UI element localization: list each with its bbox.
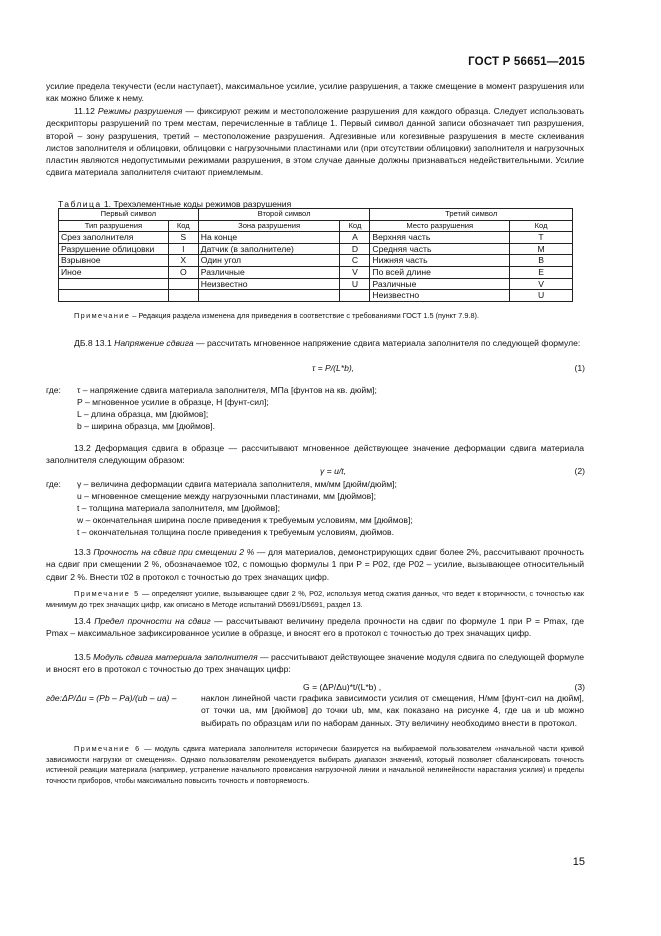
table-cell: M [510, 243, 573, 255]
table-cell: Датчик (в заполнителе) [198, 243, 340, 255]
table-cell: Нижняя часть [370, 255, 510, 267]
where-label: где: [46, 479, 61, 489]
table-sub-header: Код [510, 220, 573, 232]
table-cell [59, 290, 169, 302]
paragraph-13-3 [46, 546, 584, 583]
formula-3: G = (ΔP/Δu)*t/(L*b) , [303, 682, 382, 692]
table-cell: Средняя часть [370, 243, 510, 255]
paragraph-13-4 [46, 615, 584, 640]
table-cell: U [510, 290, 573, 302]
section-text: — рассчитывают действующее значение модуля сдвига по следующей формуле и вносят его в протокол с точностью до трех значащих цифр: [46, 652, 584, 675]
table-cell [168, 278, 198, 290]
formula-2: γ = u/t, [320, 466, 347, 476]
paragraph-13-1 [46, 337, 584, 349]
note-text: — определяют усилие, вызывающее сдвиг 2 %, P02, используя метод сжатия данных, что ведет к вторичности, с точностью как минимум до трех значащих цифр, как описано в Методе испытаний D5691/D5691, раздел 13. [46, 589, 584, 609]
table-cell: Срез заполнителя [59, 232, 169, 244]
where-label: где: [46, 385, 61, 395]
section-title: Напряжение сдвига [114, 338, 194, 348]
table-cell: T [510, 232, 573, 244]
section-number: 13.5 [74, 652, 94, 662]
section-text: Деформация сдвига в образце — рассчитывают мгновенное действующее значение деформации сдвига материала заполнителя следующим образом: [46, 443, 584, 466]
equation-number-3: (3) [574, 682, 585, 692]
where-label: где:ΔP/Δu = (Pb – Pa)/(ub – ua) – [46, 693, 177, 703]
section-title: Режимы разрушения [97, 106, 183, 116]
note-label: Примечание 6 [74, 744, 141, 753]
section-text: — для материалов, демонстрирующих сдвиг более 2%, рассчитывают прочность на сдвиг при смещении 2 %, обозначаемое τ02, с помощью формулы 1 при P = P02, где P02 – усилие, вызывающее относительный сдвиг 2 %. Внести τ02 в протокол с точностью до трех значащих цифр. [46, 547, 584, 582]
table-cell: Один угол [198, 255, 340, 267]
table-cell: Неизвестно [198, 278, 340, 290]
note-label: Примечание [74, 311, 131, 320]
table-cell: Неизвестно [370, 290, 510, 302]
table-caption-text: 1. Трехэлементные коды режимов разрушения [101, 199, 292, 209]
table-cell [340, 290, 370, 302]
page-number: 15 [572, 856, 585, 868]
table-cell: X [168, 255, 198, 267]
section-number: 13.2 [74, 443, 96, 453]
table-group-header: Второй символ [198, 209, 370, 221]
table-cell [59, 278, 169, 290]
table-cell: I [168, 243, 198, 255]
equation-number-2: (2) [574, 466, 585, 476]
table-sub-header-row [59, 220, 573, 232]
definition-item: t – окончательная толщина после приведения к требуемым условиям, дюймов. [77, 527, 395, 537]
note-6 [46, 744, 584, 786]
table-group-header-row [59, 209, 573, 221]
table-cell: E [510, 266, 573, 278]
table-cell: A [340, 232, 370, 244]
table-cell: D [340, 243, 370, 255]
definition-item: γ – величина деформации сдвига материала заполнителя, мм/мм [дюйм/дюйм]; [77, 479, 397, 489]
table-cell: V [510, 278, 573, 290]
note-table [46, 311, 584, 322]
definition-item: τ – напряжение сдвига материала заполнителя, МПа [фунтов на кв. дюйм]; [77, 385, 377, 395]
standard-header: ГОСТ Р 56651—2015 [468, 56, 585, 68]
table-cell: По всей длине [370, 266, 510, 278]
note-text: — модуль сдвига материала заполнителя исторически базируется на выбираемой пользователем «начальной части кривой зависимости нагрузки от смещения». Однако пользователям рекомендуется выбирать диапазон значений, который позволяет сбалансировать точность истинной реакции материала (например, устранение начального провисания нагрузочной линии и начальной нелинейности нарастания усилия) и пределы точности приборов, чтобы максимально повысить точность и повторяемость. [46, 744, 584, 785]
section-title: Предел прочности на сдвиг [94, 616, 211, 626]
table-cell: U [340, 278, 370, 290]
definition-item: t – толщина материала заполнителя, мм [дюймов]; [77, 503, 281, 513]
table-sub-header: Код [340, 220, 370, 232]
table-caption-word: Таблица [58, 199, 102, 209]
equation-number-1: (1) [574, 363, 585, 373]
section-text: — рассчитывают величину предела прочности на сдвиг по формуле 1 при P = Pmax, где Pmax – максимальное зафиксированное усилие в образце, и вносят его в протокол с точностью до трех значащих цифр. [46, 616, 584, 639]
table-row [59, 278, 573, 290]
table-cell: S [168, 232, 198, 244]
section-number: 13.4 [74, 616, 95, 626]
table-sub-header: Код [168, 220, 198, 232]
table-group-header: Первый символ [59, 209, 199, 221]
table-cell: Различные [370, 278, 510, 290]
table-sub-header: Место разрушения [370, 220, 510, 232]
table-cell: B [510, 255, 573, 267]
section-number: 13.3 [74, 547, 94, 557]
paragraph-11-12 [46, 105, 584, 179]
table-cell: Верхняя часть [370, 232, 510, 244]
table-cell: Различные [198, 266, 340, 278]
table-cell: На конце [198, 232, 340, 244]
section-number: 11.12 [74, 106, 98, 116]
note-5 [46, 589, 584, 610]
table-cell [168, 290, 198, 302]
failure-codes-table [58, 208, 573, 302]
definition-item: наклон линейной части графика зависимости усилия от смещения, Н/мм [фунт-сил на дюйм], от точки ua, мм [дюймов] до точки ub, мм, как показано на рисунке 4, где ua и ub можно выбирать по образцам или по наборам данных. Эту величину необходимо внести в протокол. [201, 693, 584, 728]
table-row [59, 266, 573, 278]
table-sub-header: Тип разрушения [59, 220, 169, 232]
table-row [59, 232, 573, 244]
table-row [59, 290, 573, 302]
section-number: ДБ.8 13.1 [74, 338, 115, 348]
table-row [59, 243, 573, 255]
definition-item: b – ширина образца, мм [дюймов]. [77, 421, 215, 431]
note-label: Примечание 5 [74, 589, 140, 598]
section-text: — фиксируют режим и местоположение разрушения для каждого образца. Следует использовать дескрипторы разрушений по трем местам, перечисленные в таблице 1. Первый символ данной записи обозначает тип разрушения, второй – зону разрушения, третий – местоположение разрушения. Адгезивные или когезивные разрушения в месте склеивания листов заполнителя и облицовки, облицовки с нагрузочными пластинами или (при отсутствии облицовки) заполнителя и нагрузочных пластин являются недопустимыми режимами разрушения, в этом случае данные должны признаваться недействительными. Усилие сдвига материала заполнителя считают приемлемым. [46, 106, 584, 178]
paragraph-top: усилие предела текучести (если наступает), максимальное усилие, усилие разрушения, а также смещение в момент разрушения или как можно ближе к нему. [46, 81, 584, 104]
definition-item: u – мгновенное смещение между нагрузочными пластинами, мм [дюймов]; [77, 491, 377, 501]
table-cell: Взрывное [59, 255, 169, 267]
table-group-header: Третий символ [370, 209, 573, 221]
table-cell: Иное [59, 266, 169, 278]
table-cell: Разрушение облицовки [59, 243, 169, 255]
paragraph-13-5 [46, 651, 584, 676]
table-cell: V [340, 266, 370, 278]
formula-1: τ = P/(L*b), [312, 363, 355, 373]
definition-item: P – мгновенное усилие в образце, Н [фунт-сил]; [77, 397, 269, 407]
paragraph-13-2 [46, 442, 584, 467]
section-text: — рассчитать мгновенное напряжение сдвига материала заполнителя по следующей формуле: [193, 338, 581, 348]
section-title: Модуль сдвига материала заполнителя [93, 652, 258, 662]
definition-item: w – окончательная ширина после приведения к требуемым условиям, мм [дюймов]; [77, 515, 413, 525]
table-cell [198, 290, 340, 302]
note-text: – Редакция раздела изменена для приведения в соответствие с требованиями ГОСТ 1.5 (пункт 7.9.8). [130, 311, 479, 320]
table-cell: C [340, 255, 370, 267]
table-row [59, 255, 573, 267]
table-sub-header: Зона разрушения [198, 220, 340, 232]
section-title: Прочность на сдвиг при смещении 2 % [93, 547, 255, 557]
definition-item: L – длина образца, мм [дюймов]; [77, 409, 209, 419]
table-cell: O [168, 266, 198, 278]
